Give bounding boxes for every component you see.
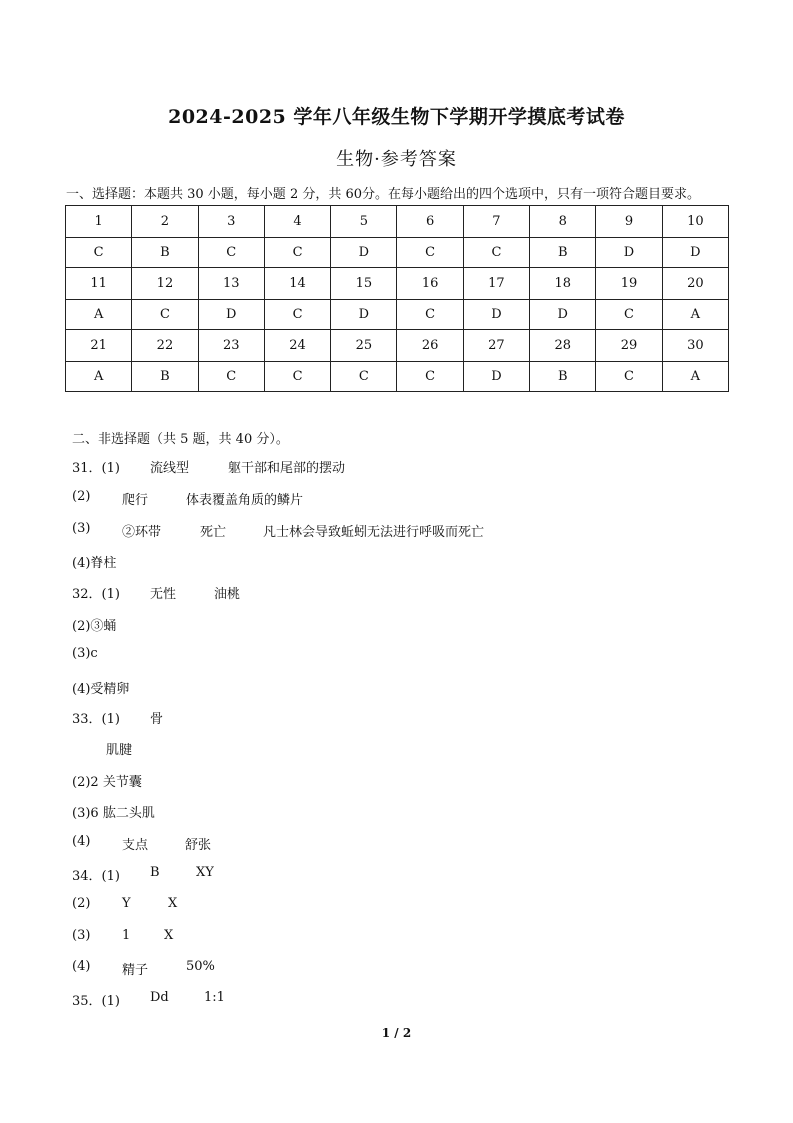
answer-row (66, 238, 729, 268)
answer-cell: A (66, 362, 132, 392)
answer-label: 32．(1) (72, 587, 120, 602)
question-number-cell: 16 (397, 268, 463, 300)
answer-text: 体表覆盖角质的鳞片 (186, 493, 304, 508)
question-number-cell: 7 (463, 206, 529, 238)
answer-cell: B (530, 362, 596, 392)
question-number-cell: 2 (132, 206, 198, 238)
answer-text: X (164, 928, 174, 943)
answer-label: 35．(1) (72, 994, 120, 1009)
question-number-cell: 8 (530, 206, 596, 238)
answer-label: (4)脊柱 (72, 556, 117, 571)
answer-label: (2) (72, 896, 91, 911)
answer-text: 支点 (122, 838, 149, 853)
answer-text: 油桃 (214, 587, 241, 602)
question-number-row (66, 330, 729, 362)
question-number-row (66, 206, 729, 238)
answer-cell: C (596, 300, 662, 330)
answer-label: (3) (72, 521, 91, 536)
answer-cell: C (198, 362, 264, 392)
answer-text: 精子 (122, 963, 149, 978)
answer-label: (3) (72, 928, 91, 943)
answer-cell: D (530, 300, 596, 330)
question-number-cell: 13 (198, 268, 264, 300)
answer-cell: D (463, 362, 529, 392)
question-number-cell: 20 (662, 268, 728, 300)
answer-text: 1 (122, 928, 131, 943)
answer-cell: C (264, 300, 330, 330)
answer-text: Y (122, 896, 131, 911)
answer-cell: D (198, 300, 264, 330)
answer-label: 33．(1) (72, 712, 120, 727)
answer-table (65, 205, 729, 392)
answer-label: (3)c (72, 646, 98, 661)
question-number-cell: 12 (132, 268, 198, 300)
question-number-cell: 18 (530, 268, 596, 300)
answer-cell: C (331, 362, 397, 392)
question-number-cell: 9 (596, 206, 662, 238)
question-number-cell: 23 (198, 330, 264, 362)
question-number-cell: 29 (596, 330, 662, 362)
answer-cell: D (331, 300, 397, 330)
question-number-cell: 19 (596, 268, 662, 300)
answer-cell: B (132, 362, 198, 392)
answer-cell: C (264, 362, 330, 392)
answer-cell: A (66, 300, 132, 330)
answer-label: (4) (72, 959, 91, 974)
answer-text: 无性 (150, 587, 177, 602)
question-number-cell: 21 (66, 330, 132, 362)
answer-label: 34．(1) (72, 869, 120, 884)
page-title: 2024-2025 学年八年级生物下学期开学摸底考试卷 (168, 106, 625, 128)
answer-cell: A (662, 300, 728, 330)
question-number-cell: 24 (264, 330, 330, 362)
question-number-cell: 25 (331, 330, 397, 362)
question-number-cell: 15 (331, 268, 397, 300)
answer-text: 舒张 (185, 838, 212, 853)
answer-text: 死亡 (200, 525, 227, 540)
answer-label: (4)受精卵 (72, 682, 130, 697)
answer-text: 流线型 (150, 461, 190, 476)
answer-cell: C (397, 238, 463, 268)
section1-heading: 一、选择题：本题共 30 小题，每小题 2 分，共 60分。在每小题给出的四个选项中，只有一项符合题目要求。 (66, 187, 701, 202)
answer-cell: B (530, 238, 596, 268)
answer-text: XY (196, 865, 214, 880)
answer-label: (2)③蛹 (72, 619, 117, 634)
question-number-cell: 26 (397, 330, 463, 362)
answer-text: 1:1 (204, 990, 225, 1005)
answer-text: B (150, 865, 160, 880)
answer-cell: D (596, 238, 662, 268)
question-number-cell: 28 (530, 330, 596, 362)
answer-cell: C (264, 238, 330, 268)
question-number-cell: 14 (264, 268, 330, 300)
question-number-cell: 1 (66, 206, 132, 238)
answer-cell: C (66, 238, 132, 268)
answer-text: 肌腱 (106, 743, 133, 758)
answer-text: 骨 (150, 712, 164, 727)
answer-text: Dd (150, 990, 169, 1005)
answer-cell: C (198, 238, 264, 268)
answer-cell: C (463, 238, 529, 268)
question-number-cell: 22 (132, 330, 198, 362)
answer-text: X (168, 896, 178, 911)
answer-label: 31．(1) (72, 461, 120, 476)
answer-text: ②环带 (122, 525, 162, 540)
page-number: 1 / 2 (381, 1026, 412, 1040)
answer-cell: D (463, 300, 529, 330)
question-number-cell: 3 (198, 206, 264, 238)
question-number-cell: 30 (662, 330, 728, 362)
answer-label: (3)6 肱二头肌 (72, 806, 155, 821)
question-number-cell: 11 (66, 268, 132, 300)
answer-cell: C (132, 300, 198, 330)
question-number-cell: 5 (331, 206, 397, 238)
answer-label: (2)2 关节囊 (72, 775, 142, 790)
question-number-cell: 4 (264, 206, 330, 238)
question-number-cell: 10 (662, 206, 728, 238)
answer-text: 50% (186, 959, 215, 974)
question-number-cell: 6 (397, 206, 463, 238)
answer-label: (4) (72, 834, 91, 849)
question-number-cell: 27 (463, 330, 529, 362)
answer-cell: B (132, 238, 198, 268)
answer-cell: D (331, 238, 397, 268)
answer-text: 躯干部和尾部的摆动 (228, 461, 346, 476)
answer-row (66, 300, 729, 330)
answer-cell: C (596, 362, 662, 392)
question-number-cell: 17 (463, 268, 529, 300)
answer-row (66, 362, 729, 392)
answer-cell: A (662, 362, 728, 392)
answer-cell: C (397, 362, 463, 392)
question-number-row (66, 268, 729, 300)
answer-cell: C (397, 300, 463, 330)
answer-label: (2) (72, 489, 91, 504)
section2-heading: 二、非选择题（共 5 题，共 40 分）。 (72, 432, 289, 447)
answer-text: 爬行 (122, 493, 149, 508)
answer-text: 凡士林会导致蚯蚓无法进行呼吸而死亡 (263, 525, 485, 540)
page-subtitle: 生物·参考答案 (336, 149, 457, 170)
answer-cell: D (662, 238, 728, 268)
